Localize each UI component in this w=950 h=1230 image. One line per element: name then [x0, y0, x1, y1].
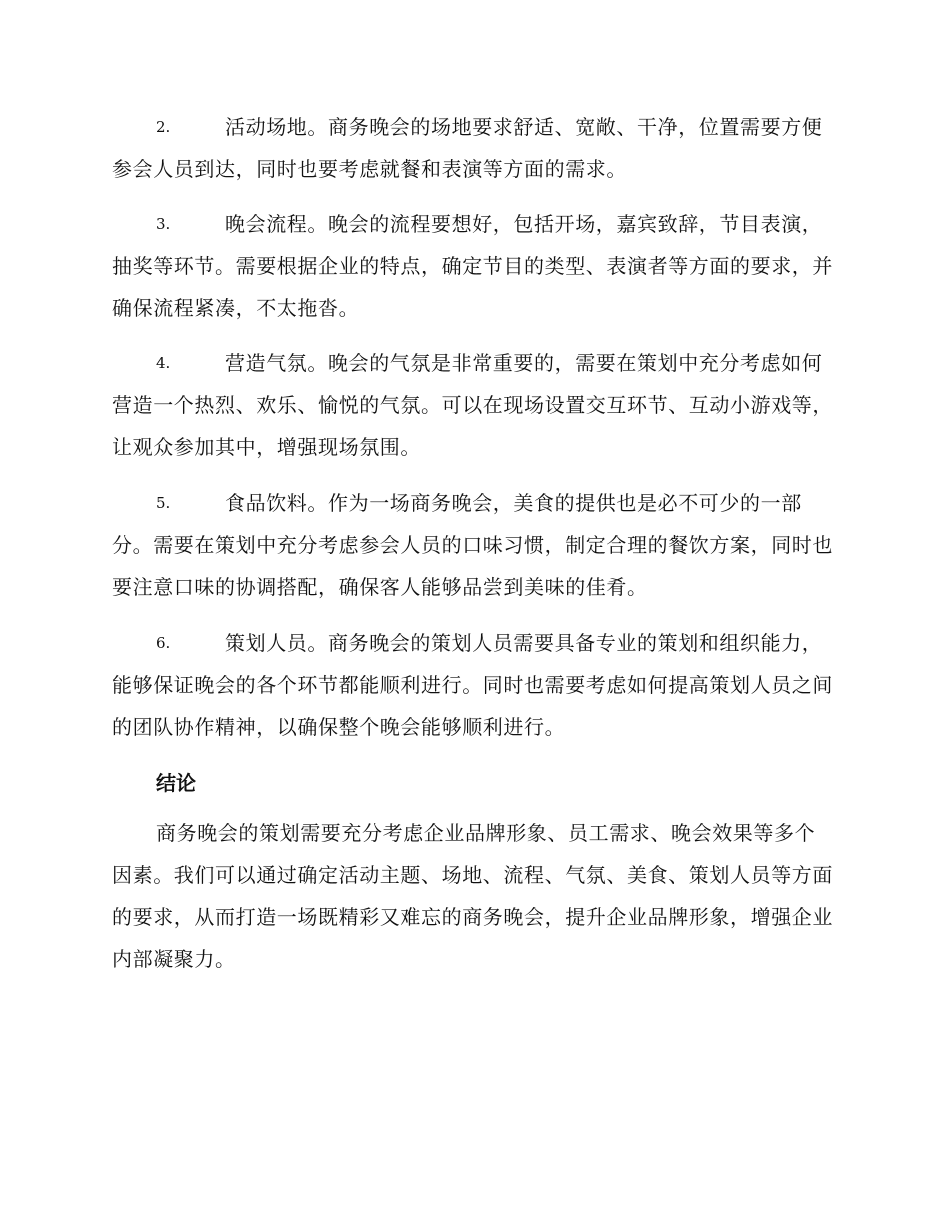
list-item-number: 2. [156, 118, 171, 136]
list-item-planners [112, 622, 834, 748]
list-item-number: 5. [156, 494, 171, 512]
list-item-venue [112, 106, 834, 190]
list-item-text: 食品饮料。作为一场商务晚会，美食的提供也是必不可少的一部分。需要在策划中充分考虑参会人员的口味习惯，制定合理的餐饮方案，同时也要注意口味的协调搭配，确保客人能够品尝到美味的佳肴。 [112, 491, 833, 599]
list-item-text: 晚会流程。晚会的流程要想好，包括开场，嘉宾致辞，节目表演，抽奖等环节。需要根据企业的特点，确定节目的类型、表演者等方面的要求，并确保流程紧凑，不太拖沓。 [112, 212, 833, 320]
list-item-text: 活动场地。商务晚会的场地要求舒适、宽敞、干净，位置需要方便参会人员到达，同时也要考虑就餐和表演等方面的需求。 [112, 115, 823, 181]
list-item-flow [112, 203, 834, 329]
list-item-number: 3. [156, 215, 171, 233]
list-item-atmosphere [112, 342, 834, 468]
list-item-number: 6. [156, 634, 171, 652]
list-item-text: 策划人员。商务晚会的策划人员需要具备专业的策划和组织能力，能够保证晚会的各个环节都能顺利进行。同时也需要考虑如何提高策划人员之间的团队协作精神，以确保整个晚会能够顺利进行。 [112, 631, 833, 739]
list-item-number: 4. [156, 354, 171, 372]
conclusion-heading: 结论 [156, 771, 196, 795]
list-item-food [112, 482, 834, 608]
list-item-text: 营造气氛。晚会的气氛是非常重要的，需要在策划中充分考虑如何营造一个热烈、欢乐、愉悦的气氛。可以在现场设置交互环节、互动小游戏等，让观众参加其中，增强现场氛围。 [112, 351, 833, 459]
conclusion-paragraph: 商务晚会的策划需要充分考虑企业品牌形象、员工需求、晚会效果等多个因素。我们可以通过确定活动主题、场地、流程、气氛、美食、策划人员等方面的要求，从而打造一场既精彩又难忘的商务晚会，提升企业品牌形象，增强企业内部凝聚力。 [112, 821, 833, 971]
